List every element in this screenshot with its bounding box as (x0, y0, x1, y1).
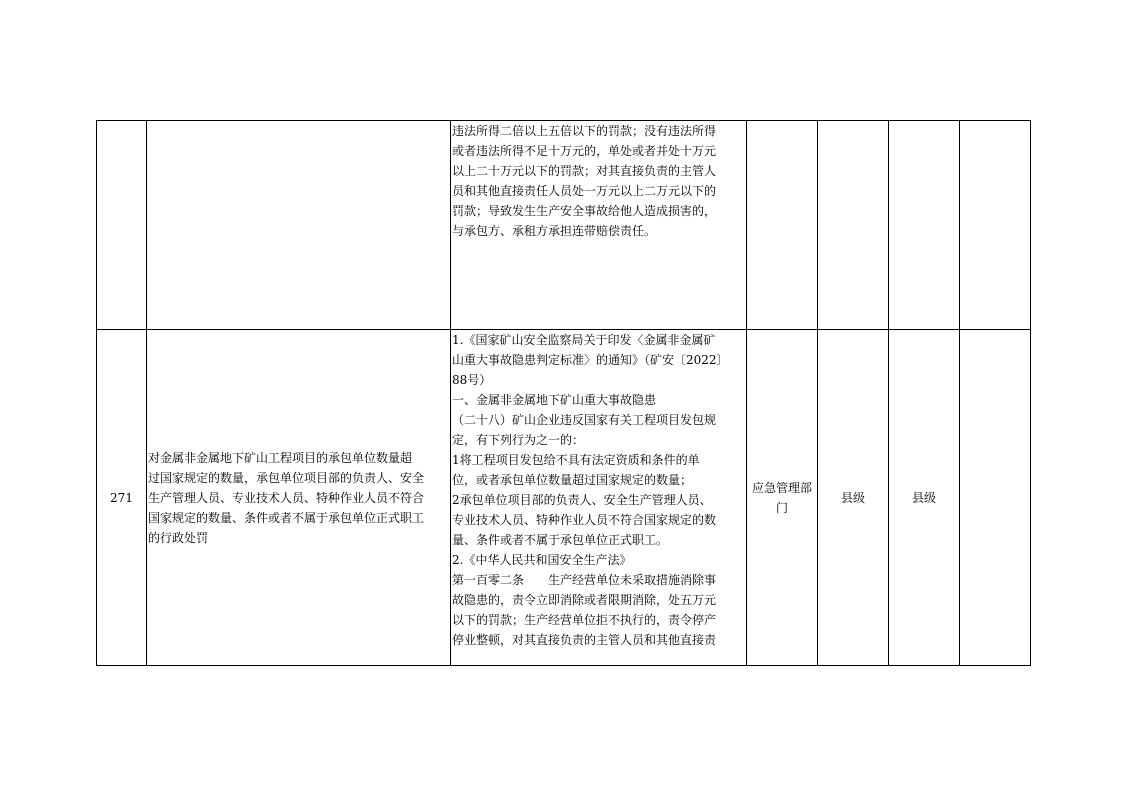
item-number: 271 (110, 490, 133, 505)
basis-line: 停业整顿，对其直接负责的主管人员和其他直接责 (452, 633, 717, 647)
remarks-cell (960, 330, 1031, 666)
item-number-cell (97, 121, 147, 330)
department-cell (747, 121, 818, 330)
basis-line: 故隐患的，责令立即消除或者限期消除，处五万元 (452, 593, 717, 607)
basis-line: 1将工程项目发包给不具有法定资质和条件的单 (452, 453, 700, 467)
table-row (97, 330, 1031, 666)
legal-basis-cell (451, 330, 747, 666)
item-line: 国家规定的数量、条件或者不属于承包单位正式职工 (148, 510, 425, 525)
penalty-items-table (96, 120, 1031, 666)
basis-line: 量、条件或者不属于承包单位正式职工。 (452, 533, 669, 547)
basis-line: 与承包方、承租方承担连带赔偿责任。 (452, 224, 657, 238)
basis-line: 山重大事故隐患判定标准〉的通知》（矿安〔2022〕 (452, 353, 729, 367)
basis-line: 88号） (452, 373, 492, 387)
level-cell (818, 330, 889, 666)
department-line: 应急管理部 (751, 480, 812, 495)
basis-line: 位，或者承包单位数量超过国家规定的数量； (452, 473, 693, 487)
basis-line: 员和其他直接责任人员处一万元以上二万元以下的 (452, 184, 717, 198)
basis-line: 定，有下列行为之一的： (452, 433, 585, 447)
basis-line: 以上二十万元以下的罚款；对其直接负责的主管人 (452, 164, 717, 178)
item-line: 过国家规定的数量，承包单位项目部的负责人、安全 (148, 470, 425, 485)
level-cell (818, 121, 889, 330)
level-cell (889, 330, 960, 666)
item-line: 对金属非金属地下矿山工程项目的承包单位数量超 (148, 450, 413, 465)
penalty-item-cell (147, 121, 451, 330)
basis-line: 2承包单位项目部的负责人、安全生产管理人员、 (452, 493, 712, 507)
department-cell (747, 330, 818, 666)
basis-line: 第一百零二条 生产经营单位未采取措施消除事 (452, 573, 717, 587)
basis-line: 1.《国家矿山安全监察局关于印发〈金属非金属矿 (452, 333, 716, 347)
basis-line: 违法所得二倍以上五倍以下的罚款；没有违法所得 (452, 124, 717, 138)
legal-basis-cell (451, 121, 747, 330)
level-cell (889, 121, 960, 330)
item-line: 的行政处罚 (148, 530, 209, 545)
remarks-cell (960, 121, 1031, 330)
department-line: 门 (775, 500, 788, 515)
basis-line: 专业技术人员、特种作业人员不符合国家规定的数 (452, 513, 717, 527)
item-number-cell (97, 330, 147, 666)
basis-line: 或者违法所得不足十万元的，单处或者并处十万元 (452, 144, 717, 158)
level-text: 县级 (840, 490, 865, 505)
item-line: 生产管理人员、专业技术人员、特种作业人员不符合 (148, 490, 425, 505)
table-body (97, 121, 1031, 666)
basis-line: 罚款；导致发生生产安全事故给他人造成损害的， (452, 204, 717, 218)
penalty-item-cell (147, 330, 451, 666)
basis-line: 以下的罚款；生产经营单位拒不执行的，责令停产 (452, 613, 717, 627)
basis-line: 一、金属非金属地下矿山重大事故隐患 (452, 393, 657, 407)
basis-line: （二十八）矿山企业违反国家有关工程项目发包规 (452, 413, 717, 427)
level-text: 县级 (911, 490, 936, 505)
table-row (97, 121, 1031, 330)
basis-line: 2.《中华人民共和国安全生产法》 (452, 553, 632, 567)
